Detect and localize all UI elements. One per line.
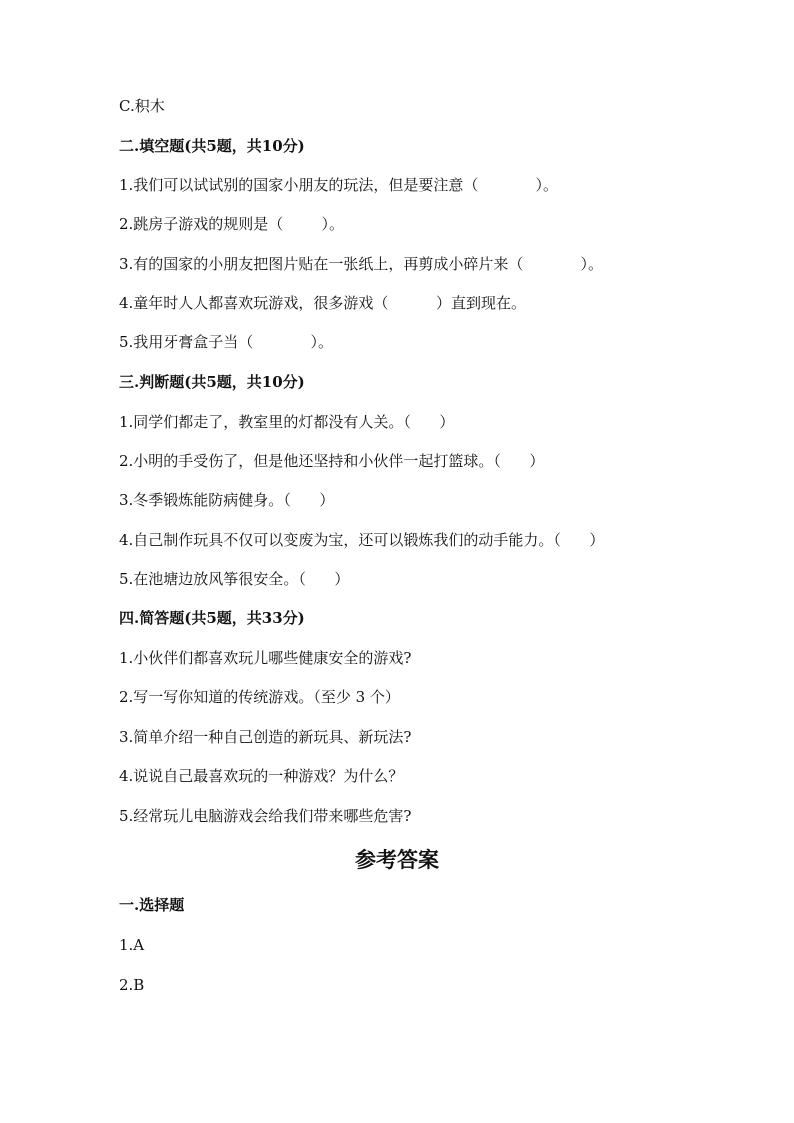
short-answer-question-2: 2.写一写你知道的传统游戏。（至少 3 个） xyxy=(119,688,400,706)
section-true-false-heading: 三.判断题(共5题，共10分) xyxy=(119,373,305,391)
section-short-answer-heading: 四.简答题(共5题，共33分) xyxy=(119,609,305,627)
true-false-question-1: 1.同学们都走了，教室里的灯都没有人关。（ ） xyxy=(119,413,455,431)
section-fill-blank-heading: 二.填空题(共5题，共10分) xyxy=(119,137,305,155)
short-answer-question-3: 3.简单介绍一种自己创造的新玩具、新玩法? xyxy=(119,728,412,746)
true-false-question-2: 2.小明的手受伤了，但是他还坚持和小伙伴一起打篮球。（ ） xyxy=(119,452,545,470)
true-false-question-4: 4.自己制作玩具不仅可以变废为宝，还可以锻炼我们的动手能力。（ ） xyxy=(119,531,605,549)
fill-blank-question-1: 1.我们可以试试别的国家小朋友的玩法，但是要注意（ ）。 xyxy=(119,176,559,194)
short-answer-question-5: 5.经常玩儿电脑游戏会给我们带来哪些危害? xyxy=(119,807,412,825)
short-answer-question-4: 4.说说自己最喜欢玩的一种游戏？为什么？ xyxy=(119,767,404,785)
answer-key-title: 参考答案 xyxy=(355,847,439,872)
answer-item-2: 2.B xyxy=(119,976,145,994)
fill-blank-question-2: 2.跳房子游戏的规则是（ ）。 xyxy=(119,215,344,233)
true-false-question-3: 3.冬季锻炼能防病健身。（ ） xyxy=(119,491,335,509)
fill-blank-question-5: 5.我用牙膏盒子当（ ）。 xyxy=(119,333,334,351)
answer-item-1: 1.A xyxy=(119,936,145,954)
option-c-text: C.积木 xyxy=(119,97,165,115)
true-false-question-5: 5.在池塘边放风筝很安全。（ ） xyxy=(119,570,350,588)
fill-blank-question-3: 3.有的国家的小朋友把图片贴在一张纸上，再剪成小碎片来（ ）。 xyxy=(119,255,604,273)
fill-blank-question-4: 4.童年时人人都喜欢玩游戏，很多游戏（ ）直到现在。 xyxy=(119,294,526,312)
answer-section-choice-heading: 一.选择题 xyxy=(119,896,185,914)
short-answer-question-1: 1.小伙伴们都喜欢玩儿哪些健康安全的游戏? xyxy=(119,649,412,667)
